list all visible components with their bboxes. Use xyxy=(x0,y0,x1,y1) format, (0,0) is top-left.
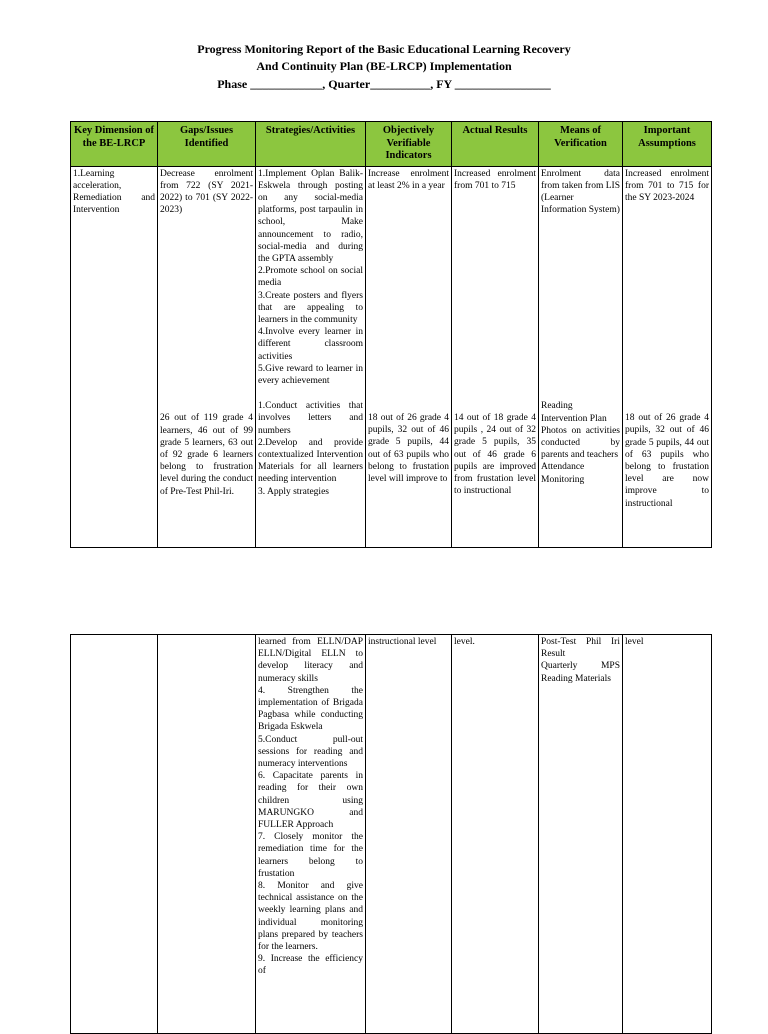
assumptions-cell xyxy=(623,166,712,547)
means-item: Photos on activities conducted by parents and teachers xyxy=(541,425,620,461)
strategies-cell xyxy=(256,166,366,547)
result-text: level. xyxy=(454,637,475,647)
column-header-assumptions: Important Assumptions xyxy=(623,122,712,167)
report-title-line-3: Phase ____________, Quarter__________, FY ________________ xyxy=(217,77,551,91)
progress-table-page-2 xyxy=(70,634,712,1034)
strategy-item: 9. Increase the efficiency of xyxy=(258,954,363,977)
assumption-text: level xyxy=(625,637,644,647)
progress-table-page-1 xyxy=(70,121,712,548)
indicator-text: instructional level xyxy=(368,637,437,647)
strategy-item: 3. Apply strategies xyxy=(258,486,329,497)
means-cell xyxy=(539,166,623,547)
strategy-item: 4.Involve every learner in different classroom activities xyxy=(258,327,363,362)
report-title-line-1: Progress Monitoring Report of the Basic Educational Learning Recovery xyxy=(197,42,571,56)
table-header-row xyxy=(71,122,712,167)
gaps-text-1: Decrease enrolment from 722 (SY 2021-2022) to 701 (SY 2022-2023) xyxy=(160,168,253,216)
strategy-item: 7. Closely monitor the remediation time for the learners belong to frustation xyxy=(258,832,363,879)
results-cell xyxy=(452,635,539,1034)
assumption-text-1: Increased enrolment from 701 to 715 for the SY 2023-2024 xyxy=(625,168,709,203)
key-dimension-cell xyxy=(71,166,158,547)
strategies-cell xyxy=(256,635,366,1034)
assumptions-cell xyxy=(623,635,712,1034)
strategy-item: 6. Capacitate parents in reading for their own children using MARUNGKO and FULLER Approach xyxy=(258,771,363,831)
gaps-text-2: 26 out of 119 grade 4 learners, 46 out of 99 grade 5 learners, 63 out of 92 grade 6 learners belong to frustration level during the conduct of Pre-Test Phil-Iri. xyxy=(160,413,253,497)
strategy-item: 5.Give reward to learner in every achievement xyxy=(258,363,363,386)
means-cell xyxy=(539,635,623,1034)
indicator-text-2: 18 out of 26 grade 4 pupils, 32 out of 46 grade 5 pupils, 44 out of 63 pupils who belong to frustation level will improve to xyxy=(368,412,449,484)
column-header-indicators: Objectively Verifiable Indicators xyxy=(366,122,452,167)
strategy-item: 4. Strengthen the implementation of Brigada Pagbasa while conducting Brigada Eskwela xyxy=(258,685,363,733)
column-header-strategies: Strategies/Activities xyxy=(256,122,366,167)
means-item: Attendance Monitoring xyxy=(541,462,585,485)
table-row xyxy=(71,635,712,1034)
column-header-key-dimension: Key Dimension of the BE-LRCP xyxy=(71,122,158,167)
indicators-cell xyxy=(366,166,452,547)
assumption-text-2: 18 out of 26 grade 4 pupils, 32 out of 46 grade 5 pupils, 44 out of 63 pupils who belong to frustation level are now improve to instructional xyxy=(625,413,709,509)
means-text-1: Enrolment data from taken from LIS (Learner Information System) xyxy=(541,168,620,216)
strategy-item: 1.Conduct activities that involves letters and numbers xyxy=(258,401,363,436)
column-header-means: Means of Verification xyxy=(539,122,623,167)
means-item: Reading Intervention Plan xyxy=(541,401,607,424)
column-header-results: Actual Results xyxy=(452,122,539,167)
indicators-cell xyxy=(366,635,452,1034)
result-text-2: 14 out of 18 grade 4 pupils , 24 out of 32 grade 5 pupils, 35 out of 46 grade 6 pupils are improved from frustation level to instructional xyxy=(454,412,536,497)
strategy-item: 2.Develop and provide contextualized Intervention Materials for all learners needing intervention xyxy=(258,437,363,485)
strategy-item: 1.Implement Oplan Balik-Eskwela through posting on any social-media platforms, post tarpaulin in school, Make announcement to radio, social-media and during the GPTA assembly xyxy=(258,168,363,264)
key-dimension-cell xyxy=(71,635,158,1034)
report-title-line-2: And Continuity Plan (BE-LRCP) Implementation xyxy=(256,59,512,73)
column-header-gaps: Gaps/Issues Identified xyxy=(158,122,256,167)
table-row xyxy=(71,166,712,547)
results-cell xyxy=(452,166,539,547)
strategy-item: 3.Create posters and flyers that are appealing to learners in the community xyxy=(258,290,363,325)
strategy-item: learned from ELLN/DAP ELLN/Digital ELLN to develop literacy and numeracy skills xyxy=(258,637,363,684)
strategy-item: 5.Conduct pull-out sessions for reading and numeracy interventions xyxy=(258,734,363,770)
means-item: Quarterly MPS Reading Materials xyxy=(541,661,620,684)
strategy-item: 2.Promote school on social media xyxy=(258,266,363,289)
gaps-cell xyxy=(158,635,256,1034)
gaps-cell xyxy=(158,166,256,547)
means-item: Post-Test Phil Iri Result xyxy=(541,637,620,660)
key-dimension-text: 1.Learning acceleration, Remediation and Intervention xyxy=(73,168,155,216)
strategy-item: 8. Monitor and give technical assistance on the weekly learning plans and individual monitoring plans prepared by teachers for the learners. xyxy=(258,881,363,953)
indicator-text-1: Increase enrolment at least 2% in a year xyxy=(368,168,449,191)
result-text-1: Increased enrolment from 701 to 715 xyxy=(454,168,536,191)
